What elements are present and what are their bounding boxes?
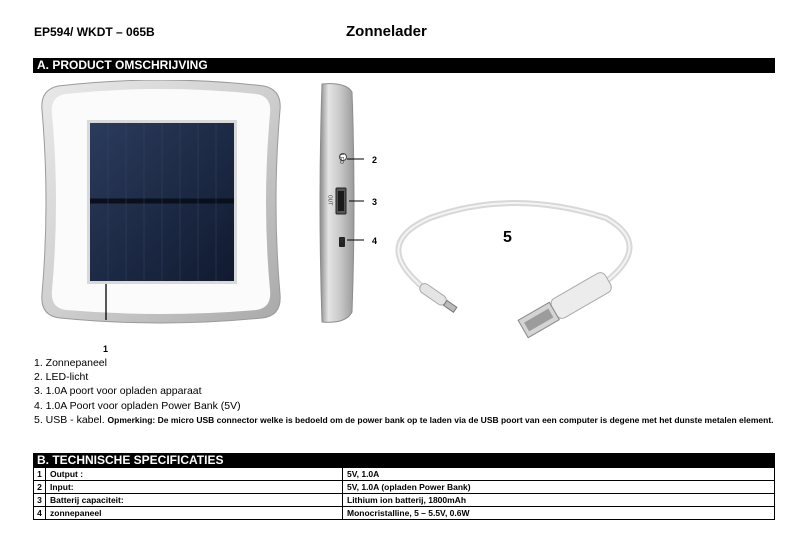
- spec-param: zonnepaneel: [46, 507, 343, 520]
- table-row: [34, 494, 775, 507]
- callout-1: 1: [103, 344, 109, 354]
- spec-num: 1: [34, 468, 46, 481]
- led-label: LED: [337, 154, 344, 164]
- table-row: [34, 481, 775, 494]
- list-item-label: 5. USB - kabel.: [34, 413, 108, 426]
- table-row: [34, 507, 775, 520]
- list-item: [34, 413, 776, 427]
- spec-num: 4: [34, 507, 46, 520]
- spec-num: 3: [34, 494, 46, 507]
- spec-value: 5V, 1.0A: [343, 468, 775, 481]
- usb-cable-image: [384, 196, 646, 354]
- spec-value: Lithium ion batterij, 1800mAh: [343, 494, 775, 507]
- section-a-header: A. PRODUCT OMSCHRIJVING: [33, 58, 775, 73]
- spec-value: Monocristalline, 5 – 5.5V, 0.6W: [343, 507, 775, 520]
- note-text: De micro USB connector welke is bedoeld om de power bank op te laden via de USB poort van een computer is degene met het dunste metalen element.: [155, 414, 774, 425]
- callout-3: 3: [372, 197, 378, 207]
- document-title: Zonnelader: [346, 23, 427, 40]
- spec-param: Batterij capaciteit:: [46, 494, 343, 507]
- document-code: EP594/ WKDT – 065B: [34, 25, 155, 39]
- out-label: OUT: [326, 194, 333, 206]
- specs-table: [33, 467, 775, 520]
- list-item: 1. Zonnepaneel: [34, 357, 107, 369]
- callout-2: 2: [372, 155, 378, 165]
- section-b-header: B. TECHNISCHE SPECIFICATIES: [33, 453, 775, 468]
- spec-num: 2: [34, 481, 46, 494]
- solar-panel-front-image: [38, 80, 284, 324]
- list-item: 2. LED-licht: [34, 371, 89, 384]
- list-item: 3. 1.0A poort voor opladen apparaat: [34, 385, 202, 398]
- spec-value: 5V, 1.0A (opladen Power Bank): [343, 481, 775, 494]
- spec-param: Input:: [46, 481, 343, 494]
- list-item: 4. 1.0A Poort voor opladen Power Bank (5V): [34, 399, 241, 412]
- table-row: [34, 468, 775, 481]
- spec-param: Output :: [46, 468, 343, 481]
- in-label: IN: [337, 237, 344, 243]
- description-list: [34, 356, 776, 427]
- note-label: Opmerking:: [107, 414, 156, 425]
- callout-5: 5: [503, 229, 512, 246]
- callout-4: 4: [372, 236, 378, 246]
